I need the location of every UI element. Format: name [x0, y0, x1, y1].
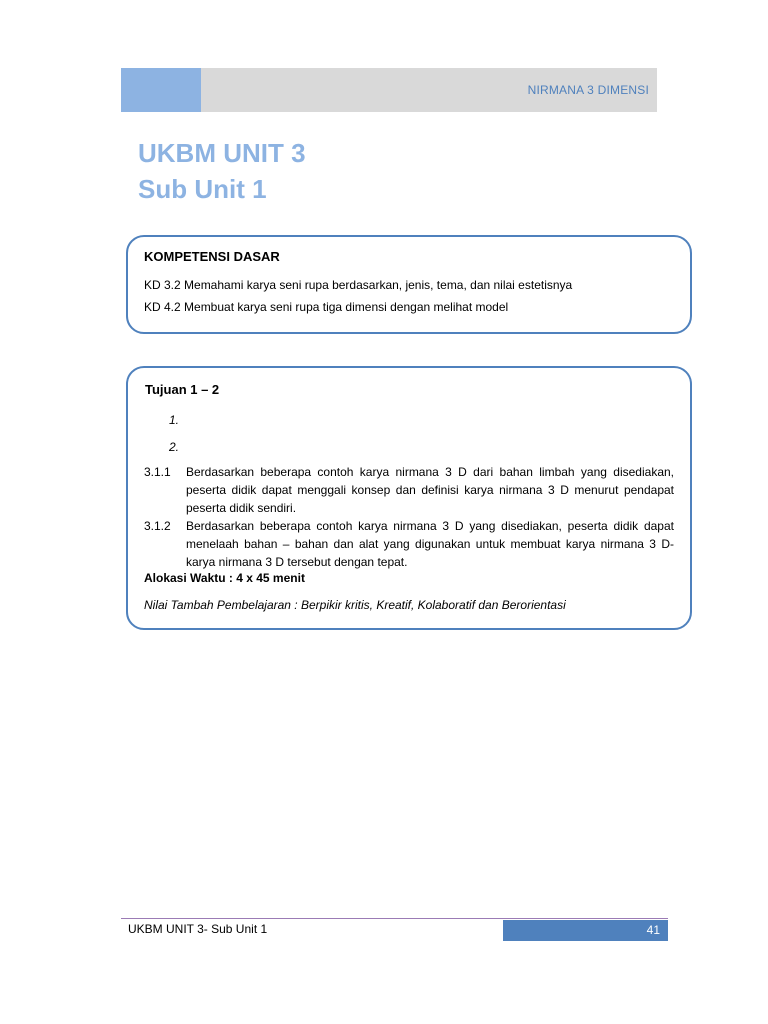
tujuan-box	[126, 366, 692, 630]
objective-3-1-2	[144, 517, 674, 571]
page-number: 41	[503, 920, 668, 941]
header-title: NIRMANA 3 DIMENSI	[527, 83, 649, 97]
tujuan-list-item-1: 1.	[169, 413, 180, 427]
tujuan-list-item-2: 2.	[169, 440, 180, 454]
objective-3-1-1	[144, 463, 674, 517]
kompetensi-dasar-box	[126, 235, 692, 334]
page-title	[138, 135, 306, 207]
header-bar	[121, 68, 657, 112]
alokasi-waktu: Alokasi Waktu : 4 x 45 menit	[144, 571, 305, 585]
objective-text: Berdasarkan beberapa contoh karya nirmana 3 D yang disediakan, peserta didik dapat menelaah bahan – bahan dan alat yang digunakan untuk membuat karya nirmana 3 D-karya nirmana 3 D tersebut dengan tepat.	[186, 519, 674, 569]
objective-number: 3.1.1	[144, 465, 171, 479]
page-title-line2: Sub Unit 1	[138, 174, 267, 204]
kd-item-2: KD 4.2 Membuat karya seni rupa tiga dimensi dengan melihat model	[144, 300, 509, 314]
tujuan-heading: Tujuan 1 – 2	[145, 382, 220, 397]
footer-label: UKBM UNIT 3- Sub Unit 1	[128, 922, 268, 936]
page-title-line1: UKBM UNIT 3	[138, 138, 306, 168]
objective-number: 3.1.2	[144, 519, 171, 533]
kompetensi-heading: KOMPETENSI DASAR	[144, 249, 280, 264]
kd-item-1: KD 3.2 Memahami karya seni rupa berdasarkan, jenis, tema, dan nilai estetisnya	[144, 278, 573, 292]
objective-text: Berdasarkan beberapa contoh karya nirmana 3 D dari bahan limbah yang disediakan, peserta didik dapat menggali konsep dan definisi karya nirmana 3 D menurut pendapat peserta didik sendiri.	[186, 465, 674, 515]
header-accent-block	[121, 68, 201, 112]
footer-divider	[121, 918, 668, 919]
nilai-tambah: Nilai Tambah Pembelajaran : Berpikir kritis, Kreatif, Kolaboratif dan Berorientasi	[144, 598, 566, 612]
